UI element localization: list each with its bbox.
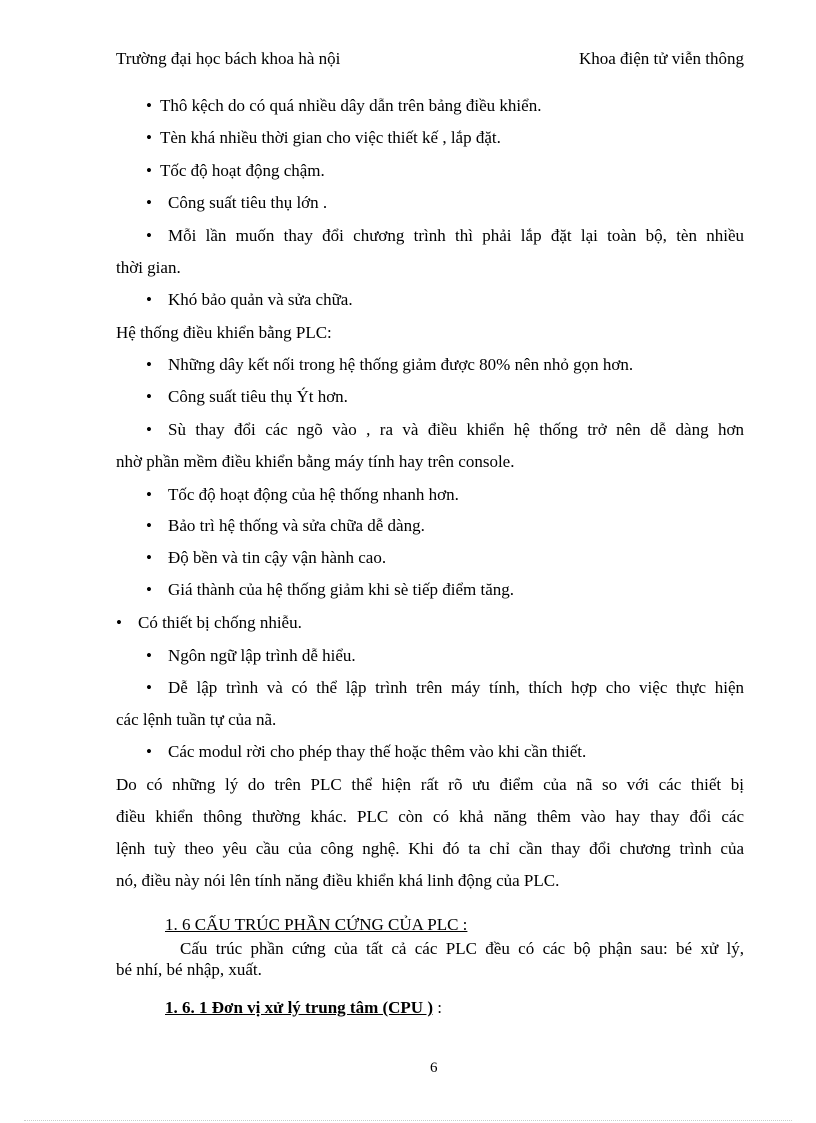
line-text: Tèn khá nhiều thời gian cho việc thiết kế , lắp đặt. xyxy=(160,128,501,147)
bullet-line-11 xyxy=(146,420,744,440)
para-line-23: điều khiển thông thường khác. PLC còn có khả năng thêm vào hay thay đổi các xyxy=(116,807,744,826)
para-line-25: nó, điều này nói lên tính năng điều khiển khá linh động của PLC. xyxy=(116,871,560,890)
bullet-line-21 xyxy=(146,742,774,762)
bullet-line-18 xyxy=(146,646,774,666)
line-text: Ngôn ngữ lập trình dễ hiểu. xyxy=(168,646,356,665)
subsection-suffix: : xyxy=(433,998,442,1017)
page-number: 6 xyxy=(430,1060,438,1076)
line-text: Giá thành của hệ thống giảm khi sè tiếp điểm tăng. xyxy=(168,580,515,599)
section-para-2: bé nhí, bé nhập, xuất. xyxy=(116,960,262,979)
para-line-22: Do có những lý do trên PLC thể hiện rất rõ ưu điểm của nã so với các thiết bị xyxy=(116,775,744,794)
bullet-line-19 xyxy=(146,678,744,698)
bullet-line-3 xyxy=(146,161,774,181)
line-text: Bảo trì hệ thống và sửa chữa dễ dàng. xyxy=(168,516,425,535)
line-text: Khó bảo quản và sửa chữa. xyxy=(168,290,353,309)
subsection-title: 1. 6. 1 Đơn vị xử lý trung tâm (CPU ) xyxy=(165,998,433,1017)
header-right: Khoa điện tử viễn thông xyxy=(578,49,744,68)
line-text: Sù thay đổi các ngõ vào , ra và điều khiển hệ thống trở nên dễ dàng hơn xyxy=(168,420,744,439)
bullet-line-7 xyxy=(146,290,774,310)
bullet-line-16 xyxy=(146,580,774,600)
line-text: Các modul rời cho phép thay thế hoặc thêm vào khi cần thiết. xyxy=(168,742,587,761)
text-line-6: thời gian. xyxy=(116,258,181,277)
text-line-12: nhờ phần mềm điều khiển bằng máy tính hay trên console. xyxy=(116,452,515,471)
bullet-line-5 xyxy=(146,226,744,246)
text-line-8: Hệ thống điều khiển bằng PLC: xyxy=(116,323,332,342)
bullet-line-13 xyxy=(146,485,774,505)
line-text: Độ bền và tin cậy vận hành cao. xyxy=(168,548,387,567)
bullet-line-15 xyxy=(146,548,774,568)
bullet-line-17 xyxy=(116,613,744,633)
bullet-line-14 xyxy=(146,516,774,536)
line-text: Những dây kết nối trong hệ thống giảm được 80% nên nhỏ gọn hơn. xyxy=(168,355,634,374)
header-left: Trường đại học bách khoa hà nội xyxy=(116,49,341,68)
bullet-line-4 xyxy=(146,193,774,213)
line-text: Tốc độ hoạt động chậm. xyxy=(160,161,325,180)
bullet-line-9 xyxy=(146,355,774,375)
line-text: Có thiết bị chống nhiễu. xyxy=(138,613,302,632)
page-bottom-divider xyxy=(24,1120,792,1121)
line-text: Công suất tiêu thụ lớn . xyxy=(168,193,328,212)
bullet-line-1 xyxy=(146,96,774,116)
line-text: Tốc độ hoạt động của hệ thống nhanh hơn. xyxy=(168,485,459,504)
section-para-1: Cấu trúc phần cứng của tất cả các PLC đều có các bộ phận sau: bé xử lý, xyxy=(180,939,744,958)
section-title: 1. 6 CẤU TRÚC PHẦN CỨNG CỦA PLC : xyxy=(165,915,468,934)
line-text: Công suất tiêu thụ Ýt hơn. xyxy=(168,387,348,406)
line-text: Dễ lập trình và có thể lập trình trên máy tính, thích hợp cho việc thực hiện xyxy=(168,678,744,697)
text-line-20: các lệnh tuần tự của nã. xyxy=(116,710,277,729)
bullet-line-10 xyxy=(146,387,774,407)
line-text: Thô kệch do có quá nhiều dây dẫn trên bảng điều khiển. xyxy=(160,96,542,115)
bullet-line-2 xyxy=(146,128,774,148)
para-line-24: lệnh tuỳ theo yêu cầu của công nghệ. Khi đó ta chỉ cần thay đổi chương trình của xyxy=(116,839,744,858)
subsection-heading xyxy=(165,998,793,1018)
line-text: Mỗi lần muốn thay đổi chương trình thì phải lắp đặt lại toàn bộ, tèn nhiều xyxy=(168,226,744,245)
